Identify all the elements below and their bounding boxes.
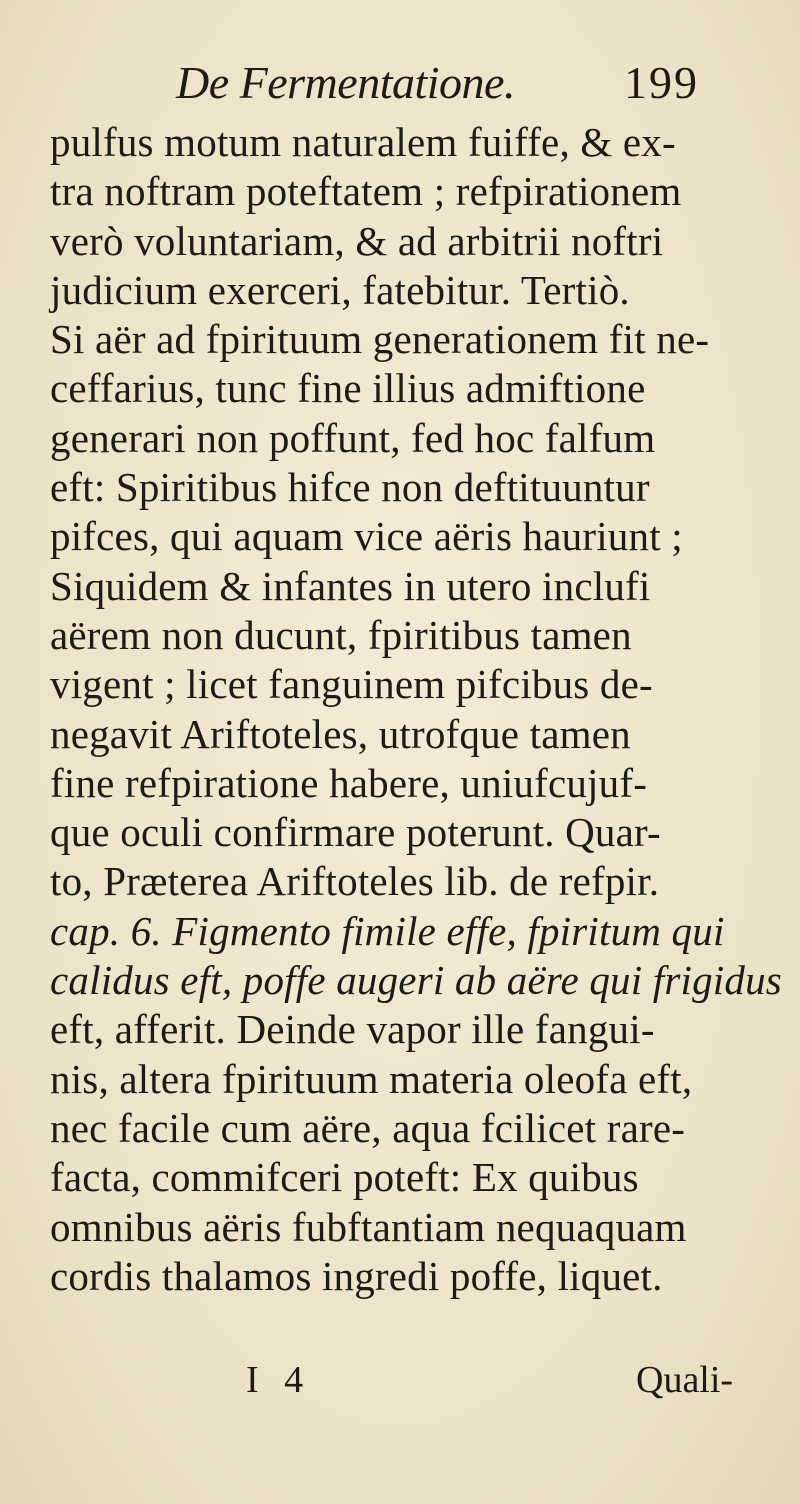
signature-mark: I 4 [246, 1359, 312, 1401]
text-line: facta, commifceri poteft: Ex quibus [50, 1154, 639, 1201]
text-line: tra noftram poteftatem ; refpirationem [50, 168, 682, 215]
text-line: judicium exerceri, fatebitur. Tertiò. [50, 266, 630, 313]
text-line: nis, altera fpirituum materia oleofa eft, [50, 1055, 693, 1102]
catchword: Quali- [636, 1359, 734, 1401]
text-line: to, Præterea Ariftoteles lib. de refpir. [50, 858, 660, 905]
text-line: eft, afferit. Deinde vapor ille fangui- [50, 1006, 655, 1053]
running-head [0, 56, 800, 116]
text-line: cap. 6. Figmento fimile effe, fpiritum qui [50, 907, 725, 954]
text-line: eft: Spiritibus hifce non deftituuntur [50, 464, 650, 511]
running-title: De Fermentatione. [176, 57, 515, 108]
footer [0, 1358, 800, 1410]
text-line: verò voluntariam, & ad arbitrii noftri [50, 217, 664, 264]
text-line: cordis thalamos ingredi poffe, liquet. [50, 1252, 663, 1299]
page-number: 199 [624, 57, 699, 108]
text-line: negavit Ariftoteles, utrofque tamen [50, 710, 631, 757]
text-line: aërem non ducunt, fpiritibus tamen [50, 611, 632, 658]
text-line: generari non poffunt, fed hoc falfum [50, 414, 656, 461]
text-line: pifces, qui aquam vice aëris hauriunt ; [50, 513, 683, 560]
text-line: Siquidem & infantes in utero inclufi [50, 562, 651, 609]
text-line: omnibus aëris fubftantiam nequaquam [50, 1203, 687, 1250]
text-line: vigent ; licet fanguinem pifcibus de- [50, 661, 653, 708]
text-line: que oculi confirmare poterunt. Quar- [50, 809, 661, 856]
text-line: calidus eft, poffe augeri ab aëre qui frigidus [50, 957, 782, 1004]
text-line: nec facile cum aëre, aqua fcilicet rare- [50, 1104, 686, 1151]
text-line: pulfus motum naturalem fuiffe, & ex- [50, 119, 676, 165]
body-text [50, 118, 782, 1301]
text-line: ceffarius, tunc fine illius admiftione [50, 365, 646, 412]
text-line: fine refpiratione habere, uniufcujuf- [50, 759, 648, 806]
text-line: Si aër ad fpirituum generationem fit ne- [50, 316, 710, 363]
